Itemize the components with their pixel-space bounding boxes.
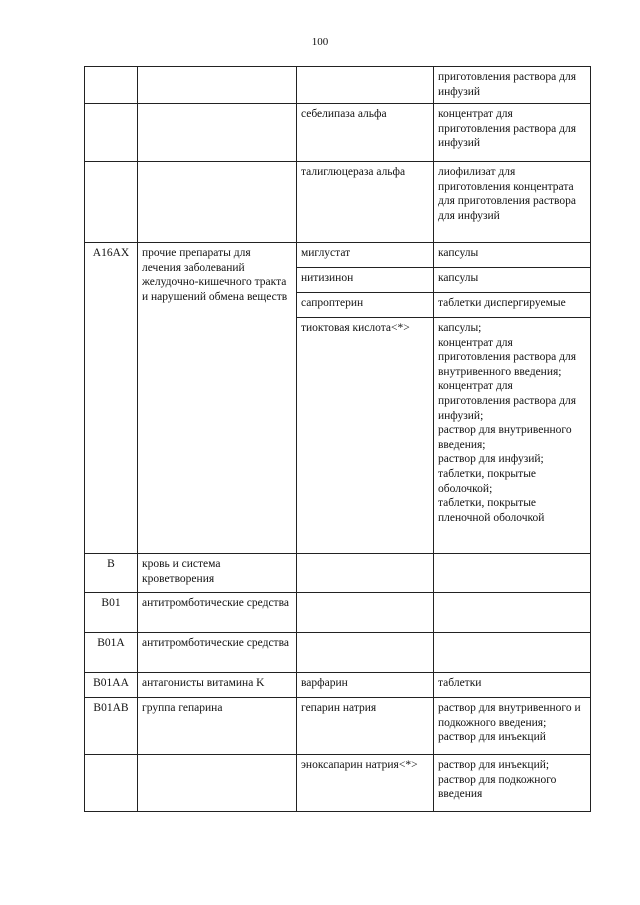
table-row: [85, 243, 591, 268]
drug-cell: талиглюцераза альфа: [297, 162, 434, 243]
drug-cell: [297, 67, 434, 104]
form-cell: лиофилизат для приготовления концентрата для приготовления раствора для инфузий: [434, 162, 591, 243]
group-cell: кровь и система кроветворения: [138, 554, 297, 593]
group-cell: антагонисты витамина K: [138, 673, 297, 698]
table-row: [85, 633, 591, 673]
atc-code-cell: B01AB: [85, 698, 138, 755]
atc-code-cell: A16AX: [85, 243, 138, 554]
group-cell: [138, 162, 297, 243]
table-row: [85, 104, 591, 162]
atc-code-cell: [85, 755, 138, 812]
drug-cell: эноксапарин натрия<*>: [297, 755, 434, 812]
drug-cell: миглустат: [297, 243, 434, 268]
atc-code-cell: [85, 104, 138, 162]
form-cell: [434, 633, 591, 673]
page-number: 100: [311, 36, 329, 48]
table-row: [85, 755, 591, 812]
form-cell: [434, 593, 591, 633]
drug-cell: варфарин: [297, 673, 434, 698]
form-cell: раствор для внутривенного и подкожного введения; раствор для инъекций: [434, 698, 591, 755]
table-row: [85, 673, 591, 698]
table-row: [85, 162, 591, 243]
drug-cell: гепарин натрия: [297, 698, 434, 755]
form-cell: концентрат для приготовления раствора для инфузий: [434, 104, 591, 162]
drug-cell: [297, 593, 434, 633]
atc-code-cell: B01AA: [85, 673, 138, 698]
form-cell: таблетки: [434, 673, 591, 698]
form-cell: капсулы: [434, 268, 591, 293]
atc-code-cell: B01A: [85, 633, 138, 673]
atc-code-cell: [85, 162, 138, 243]
group-cell: [138, 755, 297, 812]
group-cell: прочие препараты для лечения заболеваний желудочно-кишечного тракта и нарушений обмена веществ: [138, 243, 297, 554]
atc-code-cell: B: [85, 554, 138, 593]
drug-cell: себелипаза альфа: [297, 104, 434, 162]
atc-code-cell: B01: [85, 593, 138, 633]
table-row: [85, 67, 591, 104]
table-row: [85, 593, 591, 633]
table-row: [85, 554, 591, 593]
drug-cell: [297, 554, 434, 593]
group-cell: [138, 104, 297, 162]
group-cell: [138, 67, 297, 104]
group-cell: антитромботические средства: [138, 593, 297, 633]
form-cell: [434, 554, 591, 593]
drug-cell: [297, 633, 434, 673]
drug-cell: сапроптерин: [297, 293, 434, 318]
group-cell: группа гепарина: [138, 698, 297, 755]
drug-table: [84, 66, 591, 812]
form-cell: таблетки диспергируемые: [434, 293, 591, 318]
form-cell: капсулы; концентрат для приготовления раствора для внутривенного введения; концентрат для приготовления раствора для инфузий; раствор для внутривенного введения; раствор для инфузий; таблетки, покрытые оболочкой; таблетки, покрытые пленочной оболочкой: [434, 318, 591, 554]
form-cell: капсулы: [434, 243, 591, 268]
form-cell: приготовления раствора для инфузий: [434, 67, 591, 104]
drug-cell: тиоктовая кислота<*>: [297, 318, 434, 554]
atc-code-cell: [85, 67, 138, 104]
drug-cell: нитизинон: [297, 268, 434, 293]
group-cell: антитромботические средства: [138, 633, 297, 673]
form-cell: раствор для инъекций; раствор для подкожного введения: [434, 755, 591, 812]
table-row: [85, 698, 591, 755]
